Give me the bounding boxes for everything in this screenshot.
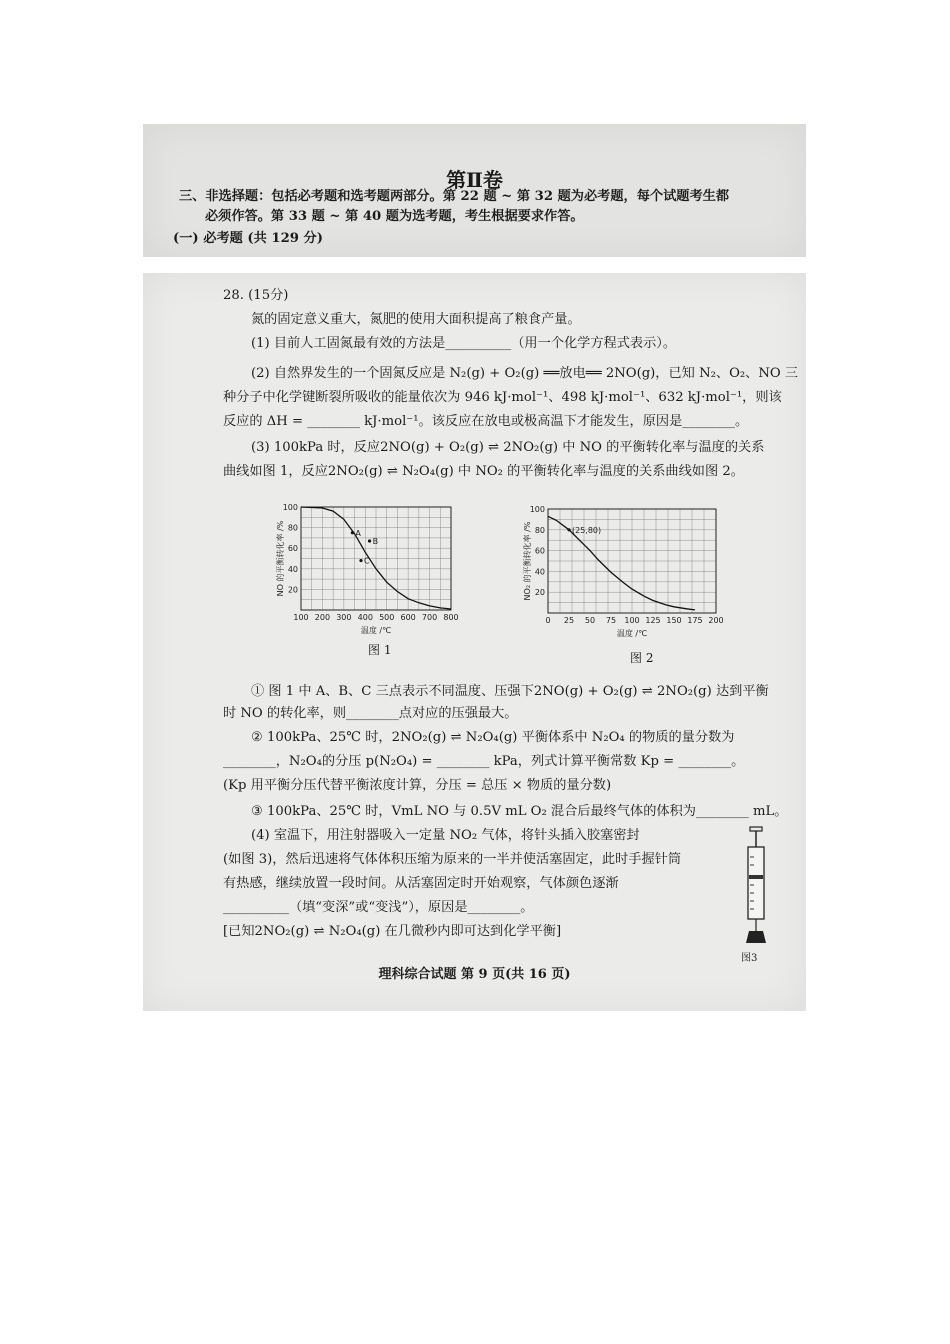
x-axis-label: 温度 /℃ bbox=[360, 626, 392, 635]
question-intro: 氮的固定意义重大，氮肥的使用大面积提高了粮食产量。 bbox=[251, 312, 581, 327]
y-tick-label: 60 bbox=[287, 544, 298, 554]
question-part-2-line-3: 反应的 ΔH = ________ kJ·mol⁻¹。该反应在放电或极高温下才能发生，原因是________。 bbox=[223, 414, 749, 429]
syringe-illustration bbox=[741, 825, 771, 950]
section-title: 第Ⅱ卷 bbox=[446, 168, 503, 192]
y-tick-label: 40 bbox=[287, 564, 298, 574]
sub-question-3: ③ 100kPa、25℃ 时，VmL NO 与 0.5V mL O₂ 混合后最终气体的体积为________ mL。 bbox=[251, 804, 788, 819]
section-heading-line-3: (一) 必考题 (共 129 分) bbox=[173, 231, 323, 246]
figure-1-chart bbox=[263, 495, 463, 635]
x-tick-label: 0 bbox=[545, 616, 551, 625]
x-tick-label: 125 bbox=[645, 616, 661, 625]
x-tick-label: 500 bbox=[379, 613, 395, 622]
y-axis-label: NO₂ 的平衡转化率 /% bbox=[523, 521, 532, 601]
x-tick-label: 600 bbox=[400, 613, 416, 622]
section-heading-line-2: 必须作答。第 33 题 ~ 第 40 题为选考题，考生根据要求作答。 bbox=[205, 209, 584, 224]
question-photo bbox=[143, 273, 806, 1011]
x-tick-label: 100 bbox=[624, 616, 640, 625]
y-tick-label: 40 bbox=[534, 567, 545, 577]
figure-2-caption: 图 2 bbox=[630, 651, 654, 665]
x-tick-label: 150 bbox=[666, 616, 682, 625]
x-tick-label: 400 bbox=[357, 613, 373, 622]
question-part-4-line-1: (4) 室温下，用注射器吸入一定量 NO₂ 气体，将针头插入胶塞密封 bbox=[251, 828, 640, 843]
y-tick-label: 80 bbox=[534, 525, 545, 535]
sub-question-1-line-1: ① 图 1 中 A、B、C 三点表示不同温度、压强下2NO(g) + O₂(g) ⇌ 2NO₂(g) 达到平衡 bbox=[251, 684, 769, 699]
sub-question-2-line-3: (Kp 用平衡分压代替平衡浓度计算，分压 = 总压 × 物质的量分数) bbox=[223, 778, 612, 793]
sub-question-2-line-1: ② 100kPa、25℃ 时，2NO₂(g) ⇌ N₂O₄(g) 平衡体系中 N₂O₄ 的物质的量分数为 bbox=[251, 730, 735, 745]
x-tick-label: 175 bbox=[687, 616, 703, 625]
data-point-label: (25,80) bbox=[572, 525, 602, 535]
x-tick-label: 200 bbox=[314, 613, 331, 622]
figure-1-caption: 图 1 bbox=[368, 643, 392, 657]
x-tick-label: 25 bbox=[563, 616, 575, 625]
question-part-4-line-2: (如图 3)，然后迅速将气体体积压缩为原来的一半并使活塞固定，此时手握针筒 bbox=[223, 852, 682, 867]
data-point-label: A bbox=[355, 528, 361, 538]
data-point bbox=[368, 539, 371, 542]
question-number: 28. (15分) bbox=[223, 288, 289, 303]
page-footer: 理科综合试题 第 9 页(共 16 页) bbox=[378, 967, 571, 982]
y-tick-label: 100 bbox=[282, 503, 298, 512]
data-point-label: B bbox=[372, 536, 379, 546]
question-part-4-note: [已知2NO₂(g) ⇌ N₂O₄(g) 在几微秒内即可达到化学平衡] bbox=[223, 924, 562, 939]
sub-question-1-line-2: 时 NO 的转化率，则________点对应的压强最大。 bbox=[223, 706, 518, 721]
data-point bbox=[351, 531, 354, 534]
section-header-photo bbox=[143, 124, 806, 257]
x-tick-label: 300 bbox=[336, 613, 352, 622]
section-heading-line-1: 三、非选择题：包括必考题和选考题两部分。第 22 题 ~ 第 32 题为必考题，每个试题考生都 bbox=[179, 189, 730, 204]
data-point bbox=[359, 559, 362, 562]
question-part-4-line-3: 有热感，继续放置一段时间。从活塞固定时开始观察，气体颜色逐渐 bbox=[223, 876, 619, 891]
x-axis-label: 温度 /℃ bbox=[616, 629, 648, 638]
y-tick-label: 60 bbox=[534, 546, 545, 556]
x-tick-label: 200 bbox=[708, 616, 724, 625]
figure-2-chart bbox=[508, 495, 733, 645]
x-tick-label: 50 bbox=[584, 616, 596, 625]
question-part-1: (1) 目前人工固氮最有效的方法是__________（用一个化学方程式表示）。 bbox=[251, 336, 677, 351]
sub-question-2-line-2: ________，N₂O₄的分压 p(N₂O₄) = ________ kPa，列式计算平衡常数 Kp = ________。 bbox=[223, 754, 745, 769]
question-part-3-line-1: (3) 100kPa 时，反应2NO(g) + O₂(g) ⇌ 2NO₂(g) 中 NO 的平衡转化率与温度的关系 bbox=[251, 440, 765, 455]
question-part-4-line-4: __________（填“变深”或“变浅”），原因是________。 bbox=[223, 900, 534, 915]
y-axis-label: NO 的平衡转化率 /% bbox=[276, 520, 285, 597]
data-point-label: C bbox=[364, 556, 370, 566]
y-tick-label: 20 bbox=[534, 588, 545, 598]
x-tick-label: 100 bbox=[293, 613, 309, 622]
x-tick-label: 800 bbox=[443, 613, 459, 622]
figure-3-caption: 图3 bbox=[741, 953, 758, 964]
question-part-2-line-2: 种分子中化学键断裂所吸收的能量依次为 946 kJ·mol⁻¹、498 kJ·mol⁻¹、632 kJ·mol⁻¹，则该 bbox=[223, 390, 782, 405]
x-tick-label: 75 bbox=[605, 616, 617, 625]
data-point bbox=[567, 528, 570, 531]
y-tick-label: 80 bbox=[287, 523, 298, 533]
x-tick-label: 700 bbox=[421, 613, 438, 622]
y-tick-label: 100 bbox=[529, 505, 545, 514]
question-part-3-line-2: 曲线如图 1，反应2NO₂(g) ⇌ N₂O₄(g) 中 NO₂ 的平衡转化率与温度的关系曲线如图 2。 bbox=[223, 464, 744, 479]
question-part-2-line-1: (2) 自然界发生的一个固氮反应是 N₂(g) + O₂(g) ══放电══ 2NO(g)，已知 N₂、O₂、NO 三 bbox=[251, 366, 799, 381]
y-tick-label: 20 bbox=[287, 585, 298, 595]
